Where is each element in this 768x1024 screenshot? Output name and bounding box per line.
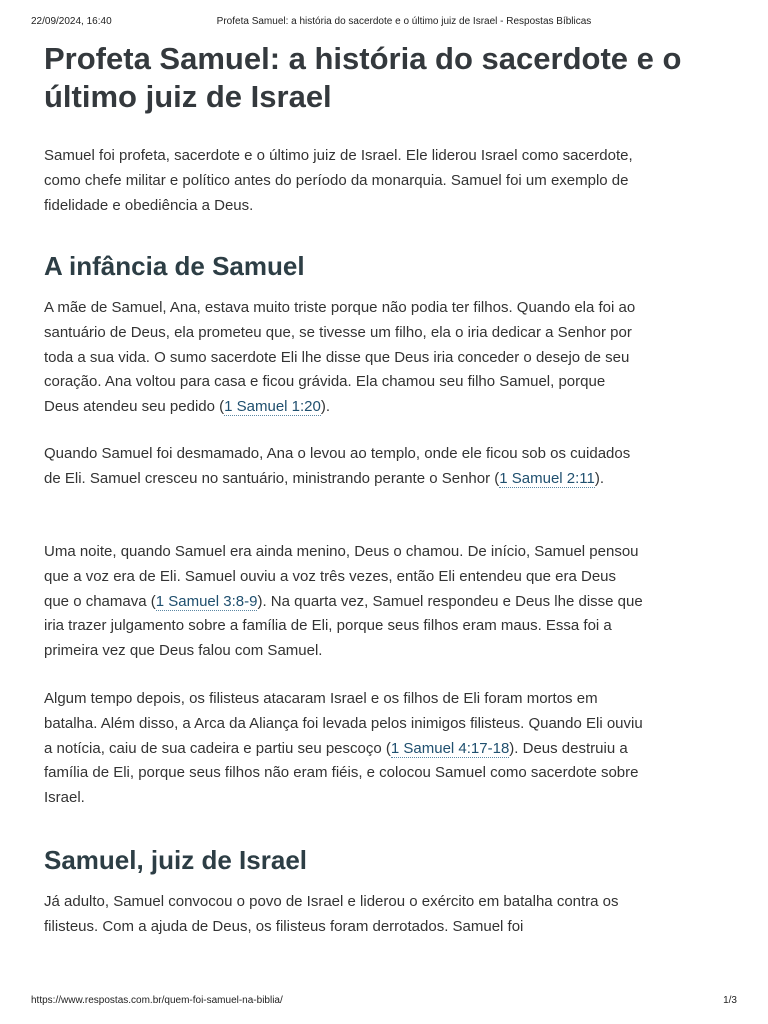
paragraph-text: ). bbox=[320, 398, 331, 416]
article-title: Profeta Samuel: a história do sacerdote e o último juiz de Israel bbox=[44, 41, 682, 114]
print-header bbox=[31, 16, 737, 30]
print-date: 22/09/2024, 16:40 bbox=[31, 16, 112, 27]
paragraph-infancia-4 bbox=[44, 687, 644, 811]
page-number: 1/3 bbox=[723, 995, 737, 1006]
paragraph-juiz-1: Já adulto, Samuel convocou o povo de Israel e liderou o exército em batalha contra os filisteus. Com a ajuda de Deus, os filisteus foram derrotados. Samuel foi bbox=[44, 893, 619, 935]
print-page-title: Profeta Samuel: a história do sacerdote e o último juiz de Israel - Respostas Bíblicas bbox=[216, 16, 592, 27]
intro-paragraph: Samuel foi profeta, sacerdote e o último juiz de Israel. Ele liderou Israel como sacerdote, como chefe militar e político antes do período da monarquia. Samuel foi um exemplo de fidelidade e obediência a Deus. bbox=[44, 147, 633, 214]
paragraph-text: ). Na quarta vez, Samuel respondeu e Deus lhe disse que iria trazer julgamento sobre a família de Eli, porque seus filhos eram maus. Essa foi a primeira vez que Deus falou com Samuel. bbox=[44, 592, 643, 660]
section-heading-infancia: A infância de Samuel bbox=[44, 251, 305, 281]
paragraph-infancia-3 bbox=[44, 540, 644, 664]
print-url: https://www.respostas.com.br/quem-foi-samuel-na-biblia/ bbox=[31, 995, 283, 1006]
bible-ref-link-1-samuel-2-11[interactable]: 1 Samuel 2:11 bbox=[499, 469, 595, 487]
bible-ref-link-1-samuel-3-8-9[interactable]: 1 Samuel 3:8-9 bbox=[155, 592, 258, 610]
paragraph-text: ). Deus destruiu a família de Eli, porque seus filhos não eram fiéis, e colocou Samuel como sacerdote sobre Israel. bbox=[44, 739, 639, 807]
bible-ref-link-1-samuel-4-17-18[interactable]: 1 Samuel 4:17-18 bbox=[390, 739, 510, 757]
paragraph-text: Algum tempo depois, os filisteus atacaram Israel e os filhos de Eli foram mortos em batalha. Além disso, a Arca da Aliança foi levada pelos inimigos filisteus. Quando Eli ouviu a notícia, caiu de sua cadeira e partiu seu pescoço ( bbox=[44, 690, 643, 757]
paragraph-text: Quando Samuel foi desmamado, Ana o levou ao templo, onde ele ficou sob os cuidados de Eli. Samuel cresceu no santuário, ministrando perante o Senhor ( bbox=[44, 445, 631, 487]
paragraph-infancia-2 bbox=[44, 442, 644, 492]
print-footer bbox=[31, 995, 737, 1009]
paragraph-text: A mãe de Samuel, Ana, estava muito triste porque não podia ter filhos. Quando ela foi ao santuário de Deus, ela prometeu que, se tivesse um filho, ela o iria dedicar a Senhor por toda a sua vida. O sumo sacerdote Eli lhe disse que Deus iria conceder o desejo de seu coração. Ana voltou para casa e ficou grávida. Ela chamou seu filho Samuel, porque Deus atendeu seu pedido ( bbox=[44, 299, 636, 416]
paragraph-text: Uma noite, quando Samuel era ainda menino, Deus o chamou. De início, Samuel pensou que a voz era de Eli. Samuel ouviu a voz três vezes, então Eli entendeu que era Deus que o chamava ( bbox=[44, 543, 639, 610]
paragraph-infancia-1 bbox=[44, 296, 644, 420]
bible-ref-link-1-samuel-1-20[interactable]: 1 Samuel 1:20 bbox=[224, 398, 321, 416]
section-heading-juiz: Samuel, juiz de Israel bbox=[44, 845, 307, 875]
paragraph-text: ). bbox=[594, 469, 605, 487]
